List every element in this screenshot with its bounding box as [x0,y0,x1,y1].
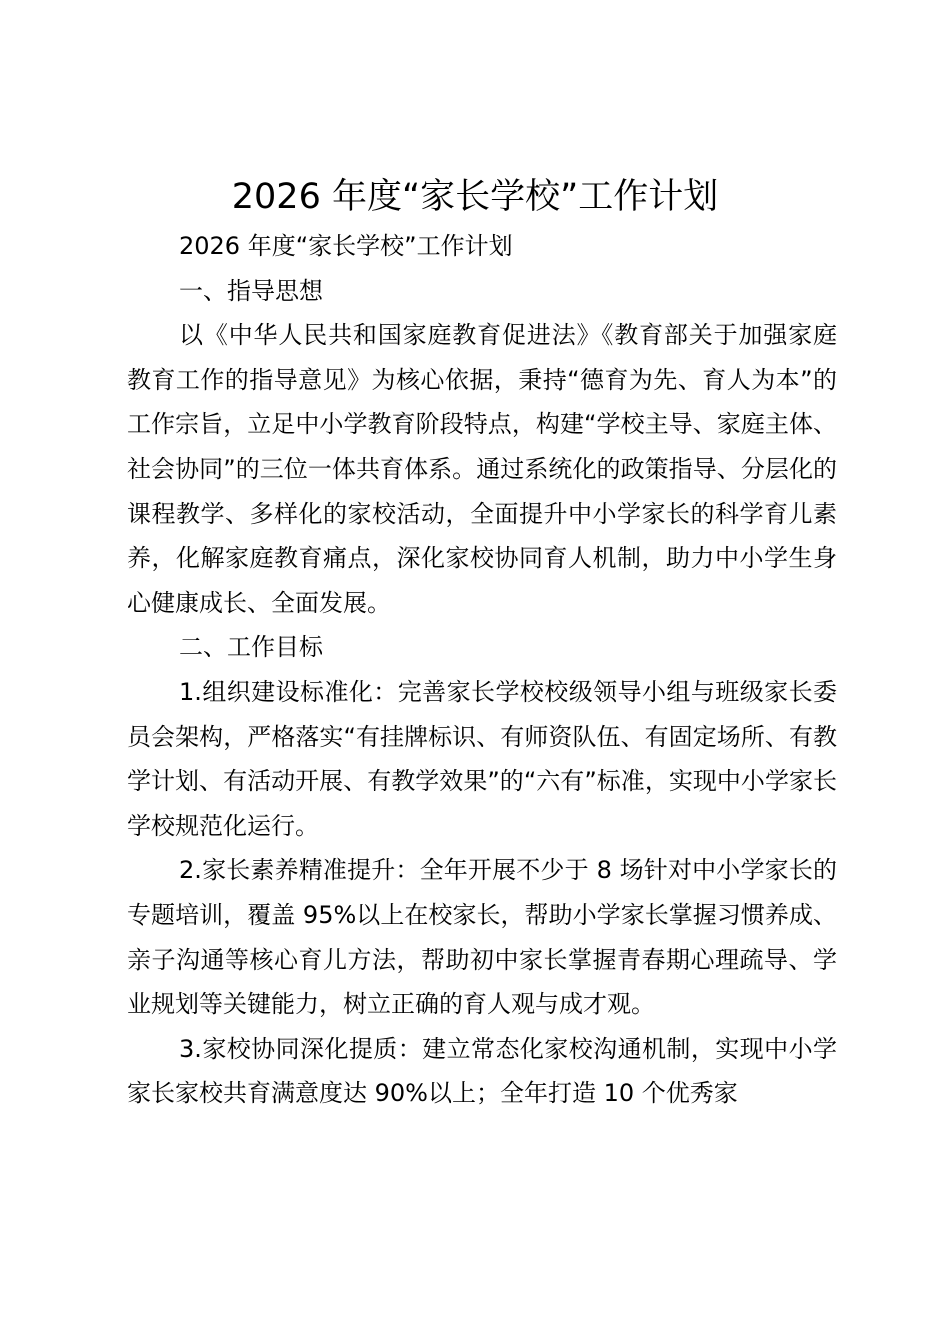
subtitle-paragraph: 2026 年度“家长学校”工作计划 [179,232,513,260]
section-heading-work-goals: 二、工作目标 [179,633,323,662]
guiding-ideology-paragraph: 以《中华人民共和国家庭教育促进法》《教育部关于加强家庭教育工作的指导意见》为核心依据，秉持“德育为先、育人为本”的工作宗旨，立足中小学教育阶段特点，构建“学校主导、家庭主体、社会协同”的三位一体共育体系。通过系统化的政策指导、分层化的课程教学、多样化的家校活动，全面提升中小学家长的科学育儿素养，化解家庭教育痛点，深化家校协同育人机制，助力中小学生身心健康成长、全面发展。 [127,321,837,617]
goal-paragraph-3: 3.家校协同深化提质：建立常态化家校沟通机制，实现中小学家长家校共育满意度达 90%以上；全年打造 10 个优秀家 [127,1034,837,1108]
goal-paragraph-1: 1.组织建设标准化：完善家长学校校级领导小组与班级家长委员会架构，严格落实“有挂牌标识、有师资队伍、有固定场所、有教学计划、有活动开展、有教学效果”的“六有”标准，实现中小学家长学校规范化运行。 [127,677,837,840]
document-title: 2026 年度“家长学校”工作计划 [231,177,719,217]
document-body [127,224,837,1116]
goal-paragraph-2: 2.家长素养精准提升：全年开展不少于 8 场针对中小学家长的专题培训，覆盖 95%以上在校家长，帮助小学家长掌握习惯养成、亲子沟通等核心育儿方法，帮助初中家长掌握青春期心理疏导、学业规划等关键能力，树立正确的育人观与成才观。 [127,856,837,1019]
section-heading-guiding-ideology: 一、指导思想 [179,276,323,305]
